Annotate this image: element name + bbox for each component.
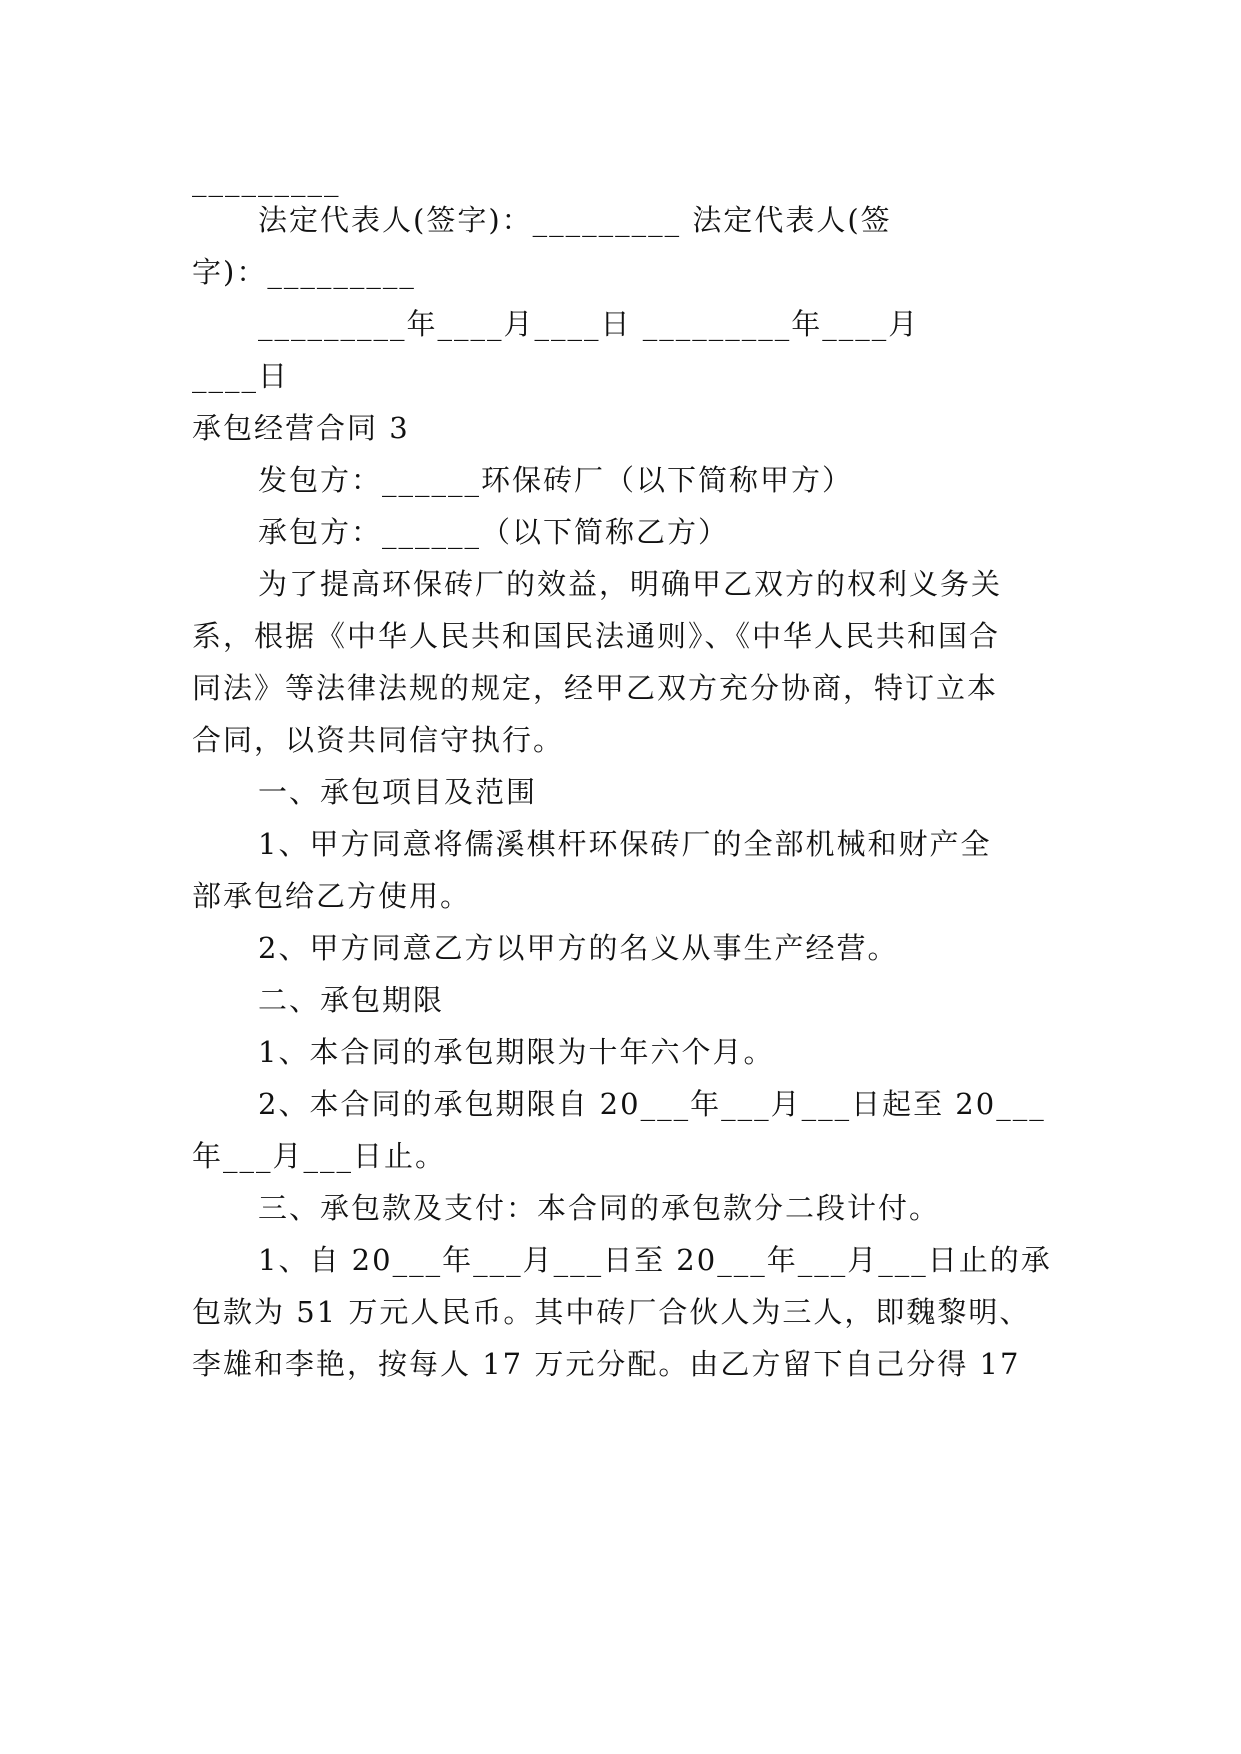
preamble-paragraph-l2: 系，根据《中华人民共和国民法通则》、《中华人民共和国合 [192,619,1001,653]
clause-3-1-l3: 李雄和李艳，按每人 17 万元分配。由乙方留下自己分得 17 [192,1347,1021,1381]
clause-2-1: 1、本合同的承包期限为十年六个月。 [258,1035,775,1069]
clause-1-1-cont: 部承包给乙方使用。 [192,879,472,913]
clause-2-2-cont: 年___月___日止。 [192,1139,447,1173]
section-heading-scope: 一、承包项目及范围 [258,775,538,809]
legal-representative-line: 法定代表人(签字)：_________ 法定代表人(签 [258,203,892,237]
clause-3-1-l2: 包款为 51 万元人民币。其中砖厂合伙人为三人，即魏黎明、 [192,1295,1031,1329]
clause-3-1: 1、自 20___年___月___日至 20___年___月___日止的承 [258,1243,1052,1277]
section-heading-term: 二、承包期限 [258,983,445,1017]
clause-1-2: 2、甲方同意乙方以甲方的名义从事生产经营。 [258,931,899,965]
contract-title: 承包经营合同 3 [192,411,410,445]
legal-representative-line-cont: 字)：_________ [192,255,416,289]
party-b-line: 承包方：______（以下简称乙方） [258,515,730,549]
preamble-paragraph: 为了提高环保砖厂的效益，明确甲乙双方的权利义务关 [258,567,1003,601]
section-heading-payment: 三、承包款及支付：本合同的承包款分二段计付。 [258,1191,941,1225]
date-line: _________年____月____日 _________年____月 [258,307,920,341]
signature-blank-line: _________ [192,163,341,197]
party-a-line: 发包方：______环保砖厂（以下简称甲方） [258,463,854,497]
date-line-cont: ____日 [192,359,290,393]
preamble-paragraph-l4: 合同，以资共同信守执行。 [192,723,565,757]
clause-2-2: 2、本合同的承包期限自 20___年___月___日起至 20___ [258,1087,1046,1121]
preamble-paragraph-l3: 同法》等法律法规的规定，经甲乙双方充分协商，特订立本 [192,671,999,705]
clause-1-1: 1、甲方同意将儒溪棋杆环保砖厂的全部机械和财产全 [258,827,992,861]
